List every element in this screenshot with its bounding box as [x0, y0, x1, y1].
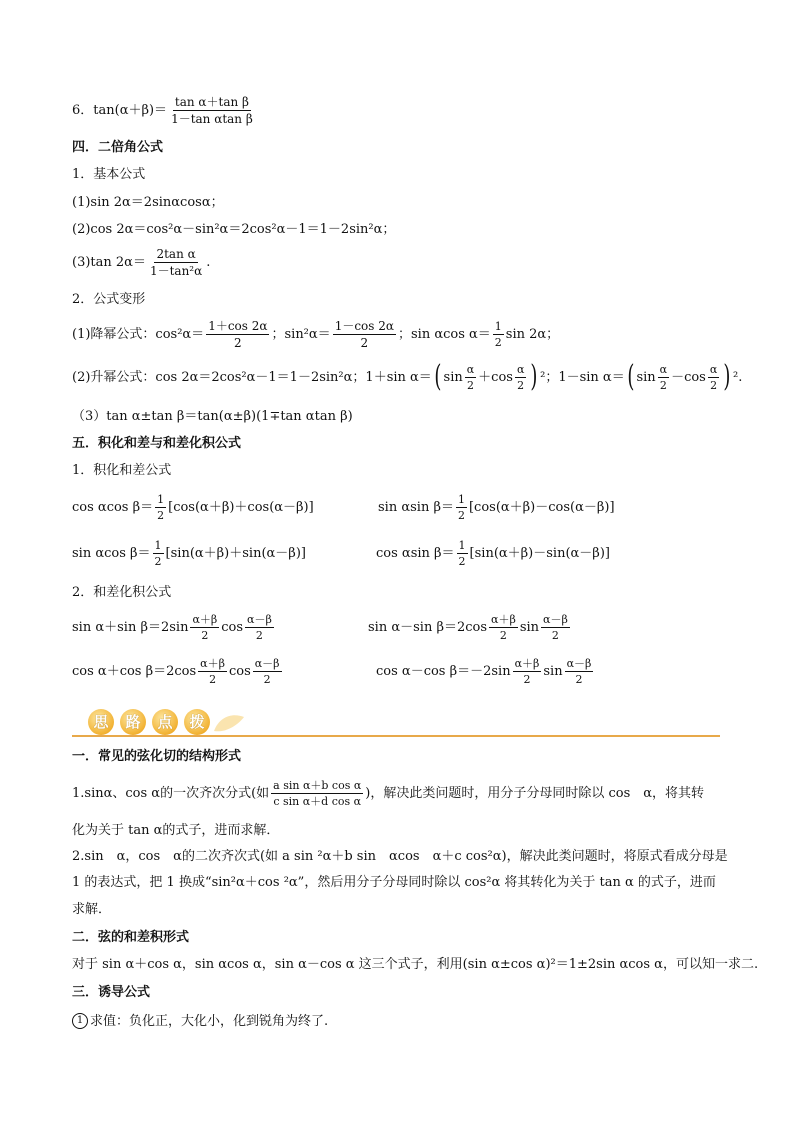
numerator: 1＋cos 2α [208, 319, 268, 333]
text: sin [636, 369, 656, 385]
fraction [333, 320, 396, 349]
subheading-product-to-sum: 1．积化和差公式 [72, 463, 172, 478]
fraction [148, 248, 204, 277]
lhs: sin αcos β＝ [72, 546, 151, 561]
denominator: 2 [255, 629, 263, 642]
circled-number: 1 [72, 1013, 88, 1029]
left-paren: ( [627, 359, 635, 394]
left-paren: ( [434, 359, 442, 394]
fraction [169, 96, 255, 125]
banner-chip: 思 [88, 709, 114, 735]
banner-chip: 路 [120, 709, 146, 735]
denominator: 2 [201, 629, 209, 642]
numerator: α－β [543, 613, 568, 626]
numerator: 1 [458, 539, 466, 552]
banner-chip: 拨 [184, 709, 210, 735]
fraction [465, 364, 476, 391]
denominator: 2 [523, 673, 531, 686]
tips-paragraph-1 [72, 780, 704, 807]
formula-tan2a [72, 248, 210, 277]
left-paren: (如 [251, 786, 270, 801]
formula-product-to-sum [72, 540, 306, 567]
lhs: cos α＋cos β＝2cos [72, 664, 197, 679]
banner-chip: 点 [152, 709, 178, 735]
text: ². [733, 369, 743, 385]
section-heading-product-sum: 五．积化和差与和差化积公式 [72, 436, 242, 451]
tips-banner [72, 705, 720, 739]
numerator: 1 [154, 539, 162, 552]
fraction [190, 614, 219, 641]
fraction [513, 658, 542, 685]
formula-sum-to-product [72, 658, 284, 685]
numerator: tan α＋tan β [174, 95, 249, 109]
numerator: α [659, 362, 668, 376]
fraction [271, 780, 363, 807]
fraction [541, 614, 570, 641]
tips-paragraph-4 [72, 1013, 328, 1029]
tips-heading-1: 一．常见的弦化切的结构形式 [72, 749, 242, 764]
denominator: 2 [517, 378, 525, 392]
right-paren: ) [723, 359, 731, 394]
subheading-transform: 2．公式变形 [72, 292, 146, 307]
numerator: 1 [494, 320, 502, 333]
tips-heading-2: 二．弦的和差积形式 [72, 930, 190, 945]
leaf-icon [212, 711, 246, 735]
denominator: 2 [234, 336, 242, 350]
text: cos [221, 620, 244, 635]
numerator: 1 [157, 493, 165, 506]
text: sin [519, 620, 540, 635]
denominator: 2 [575, 673, 583, 686]
denominator: 2 [466, 378, 474, 392]
lhs: cos αsin β＝ [376, 546, 455, 561]
rhs: [sin(α＋β)＋sin(α－β)] [165, 546, 306, 561]
text: cos [228, 664, 251, 679]
tips-paragraph-2-end: 求解． [72, 902, 112, 917]
text: ，解决此类问题时，用分子分母同时除以 cos α，将其转 [370, 786, 705, 801]
text: 1.sinα、cos α的一次齐次分式 [72, 786, 252, 801]
rhs: [cos(α＋β)－cos(α－β)] [468, 500, 615, 515]
denominator: 2 [499, 629, 507, 642]
numerator: 1－cos 2α [334, 319, 394, 333]
formula-prefix: (3)tan 2α＝ [72, 255, 146, 270]
numerator: α－β [247, 613, 272, 626]
rhs: [sin(α＋β)－sin(α－β)] [469, 546, 610, 561]
denominator: 2 [360, 336, 369, 350]
denominator: 1－tan αtan β [171, 112, 253, 126]
fraction [658, 364, 669, 391]
right-paren: ) [530, 359, 538, 394]
numerator: α＋β [514, 657, 540, 670]
formula-power-reduction [72, 320, 559, 349]
formula-product-to-sum [376, 540, 610, 567]
fraction [153, 540, 164, 567]
subheading-sum-to-product: 2．和差化积公式 [72, 585, 172, 600]
lhs: sin α－sin β＝2cos [368, 620, 488, 635]
lhs: sin αsin β＝ [378, 500, 454, 515]
numerator: α [466, 362, 475, 376]
text: ；sin²α＝ [271, 327, 331, 342]
lhs: cos α－cos β＝－2sin [376, 664, 511, 679]
text: ；sin αcos α＝ [397, 327, 491, 342]
formula-tan-sum [72, 96, 257, 125]
denominator: c sin α＋d cos α [273, 795, 362, 808]
fraction [493, 321, 504, 348]
fraction [457, 540, 468, 567]
denominator: 2 [659, 378, 667, 392]
text: －cos [671, 369, 706, 385]
formula-sum-to-product [376, 658, 595, 685]
numerator: α－β [566, 657, 592, 670]
fraction [245, 614, 274, 641]
denominator: 2 [154, 555, 162, 568]
formula-sum-to-product [368, 614, 572, 641]
denominator: 2 [157, 509, 165, 522]
fraction [253, 658, 282, 685]
denominator: 2 [710, 378, 718, 392]
formula-prefix: 6．tan(α＋β)＝ [72, 103, 168, 118]
numerator: 1 [457, 493, 465, 506]
tips-paragraph-1-cont: 化为关于 tan α的式子，进而求解． [72, 823, 280, 838]
fraction [515, 364, 526, 391]
tips-heading-3: 三．诱导公式 [72, 985, 151, 1000]
fraction [565, 658, 594, 685]
fraction [206, 320, 269, 349]
numerator: a sin α＋b cos α [273, 779, 362, 792]
right-paren: ) [365, 786, 371, 801]
formula-power-raise [72, 359, 743, 394]
label: (1)降幂公式：cos²α＝ [72, 327, 205, 342]
denominator: 1－tan²α [149, 264, 203, 278]
numerator: α [516, 362, 525, 376]
lhs: cos αcos β＝ [72, 500, 154, 515]
fraction [198, 658, 227, 685]
formula-cos2a: (2)cos 2α＝cos²α－sin²α＝2cos²α－1＝1－2sin²α； [72, 222, 396, 237]
formula-sum-to-product [72, 614, 276, 641]
fraction [708, 364, 719, 391]
numerator: α＋β [192, 613, 218, 626]
formula-sin2a: (1)sin 2α＝2sinαcosα； [72, 195, 224, 210]
fraction [489, 614, 518, 641]
tips-paragraph-3: 对于 sin α＋cos α，sin αcos α，sin α－cos α 这三个式子，利用(sin α±cos α)²＝1±2sin αcos α，可以知一求二. [72, 957, 759, 972]
text: ²；1－sin α＝ [540, 369, 625, 385]
label: (2)升幂公式：cos 2α＝2cos²α－1＝1－2sin²α；1＋sin α＝ [72, 369, 432, 385]
denominator: 2 [263, 673, 271, 686]
text: ＋cos [478, 369, 513, 385]
lhs: sin α＋sin β＝2sin [72, 620, 189, 635]
rhs: [cos(α＋β)＋cos(α－β)] [168, 500, 314, 515]
denominator: 2 [458, 555, 466, 568]
numerator: α－β [254, 657, 280, 670]
text: sin [443, 369, 463, 385]
subheading-basic: 1．基本公式 [72, 167, 146, 182]
fraction [456, 494, 467, 521]
fraction [155, 494, 166, 521]
denominator: 2 [494, 336, 502, 349]
text: sin 2α； [505, 327, 560, 342]
text: 求值：负化正，大化小，化到锐角为终了. [90, 1013, 329, 1029]
formula-tan-sum-diff: （3）tan α±tan β＝tan(α±β)(1∓tan αtan β) [72, 409, 353, 424]
text: sin [543, 664, 563, 679]
numerator: 2tan α [156, 247, 196, 261]
numerator: α＋β [200, 657, 225, 670]
section-heading-double-angle: 四．二倍角公式 [72, 140, 164, 155]
tips-paragraph-2-cont: 1 的表达式，把 1 换成“sin²α＋cos ²α”，然后用分子分母同时除以 cos²α 将其转化为关于 tan α 的式子，进而 [72, 875, 716, 890]
banner-rule [72, 735, 720, 737]
formula-product-to-sum [378, 494, 615, 521]
denominator: 2 [457, 509, 465, 522]
numerator: α＋β [491, 613, 516, 626]
tips-paragraph-2: 2.sin α，cos α的二次齐次式(如 a sin ²α＋b sin αcos α＋c cos²α)，解决此类问题时，将原式看成分母是 [72, 849, 728, 864]
denominator: 2 [209, 673, 217, 686]
denominator: 2 [551, 629, 559, 642]
formula-suffix: . [206, 255, 211, 270]
formula-product-to-sum [72, 494, 314, 521]
numerator: α [709, 362, 718, 376]
